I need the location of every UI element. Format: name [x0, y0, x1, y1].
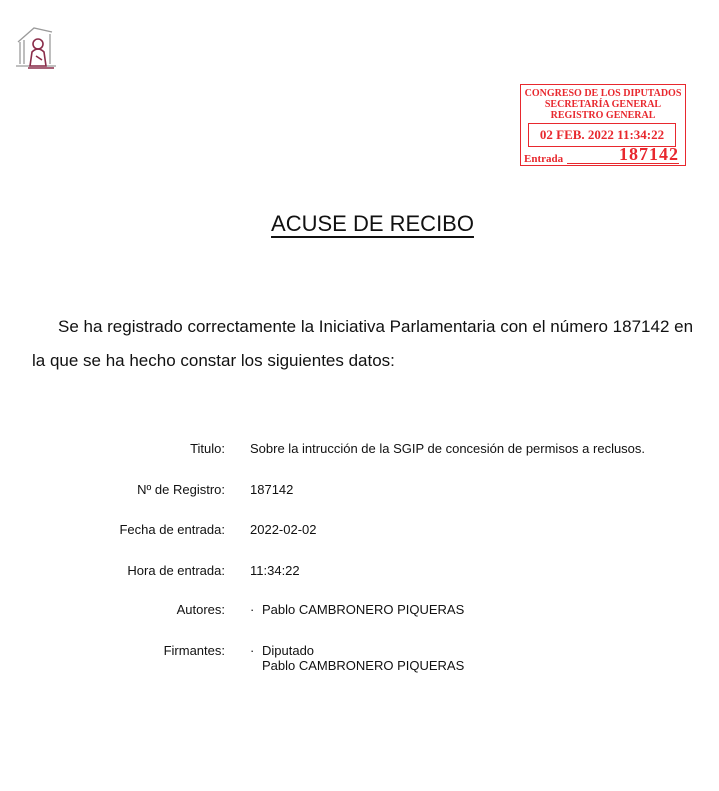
titulo-value: Sobre la intrucción de la SGIP de concesión de permisos a reclusos.: [250, 441, 646, 456]
intro-line-2: la que se ha hecho constar los siguientes datos:: [32, 351, 395, 370]
hora-value: 11:34:22: [250, 563, 300, 578]
registro-label: Nº de Registro:: [137, 482, 225, 497]
stamp-entry-label: Entrada: [524, 153, 564, 165]
fecha-label: Fecha de entrada:: [119, 522, 225, 537]
stamp-registry: REGISTRO GENERAL: [550, 110, 656, 121]
stamp-department: SECRETARÍA GENERAL: [544, 99, 662, 110]
autores-value: Pablo CAMBRONERO PIQUERAS: [262, 602, 465, 617]
firmantes-line-2: Pablo CAMBRONERO PIQUERAS: [262, 658, 465, 673]
intro-paragraph: [32, 310, 719, 378]
congreso-logo-icon: [14, 24, 60, 72]
hora-label: Hora de entrada:: [127, 563, 225, 578]
stamp-datetime: 02 FEB. 2022 11:34:22: [528, 123, 676, 147]
page-title: [0, 210, 719, 238]
titulo-label: Titulo:: [190, 441, 225, 456]
fecha-value: 2022-02-02: [250, 522, 317, 537]
firmantes-label: Firmantes:: [163, 643, 225, 658]
registry-stamp: [520, 84, 686, 166]
stamp-institution: CONGRESO DE LOS DIPUTADOS: [524, 88, 682, 99]
page-title-text: ACUSE DE RECIBO: [271, 211, 474, 236]
autores-bullet: ·: [250, 602, 255, 617]
intro-line-1: Se ha registrado correctamente la Iniciativa Parlamentaria con el número 187142 en: [58, 317, 694, 336]
registro-value: 187142: [250, 482, 294, 497]
firmantes-line-1: Diputado: [262, 643, 315, 658]
stamp-entry-number: 187142: [567, 145, 679, 164]
autores-label: Autores:: [176, 602, 225, 617]
firmantes-bullet: ·: [250, 643, 255, 658]
